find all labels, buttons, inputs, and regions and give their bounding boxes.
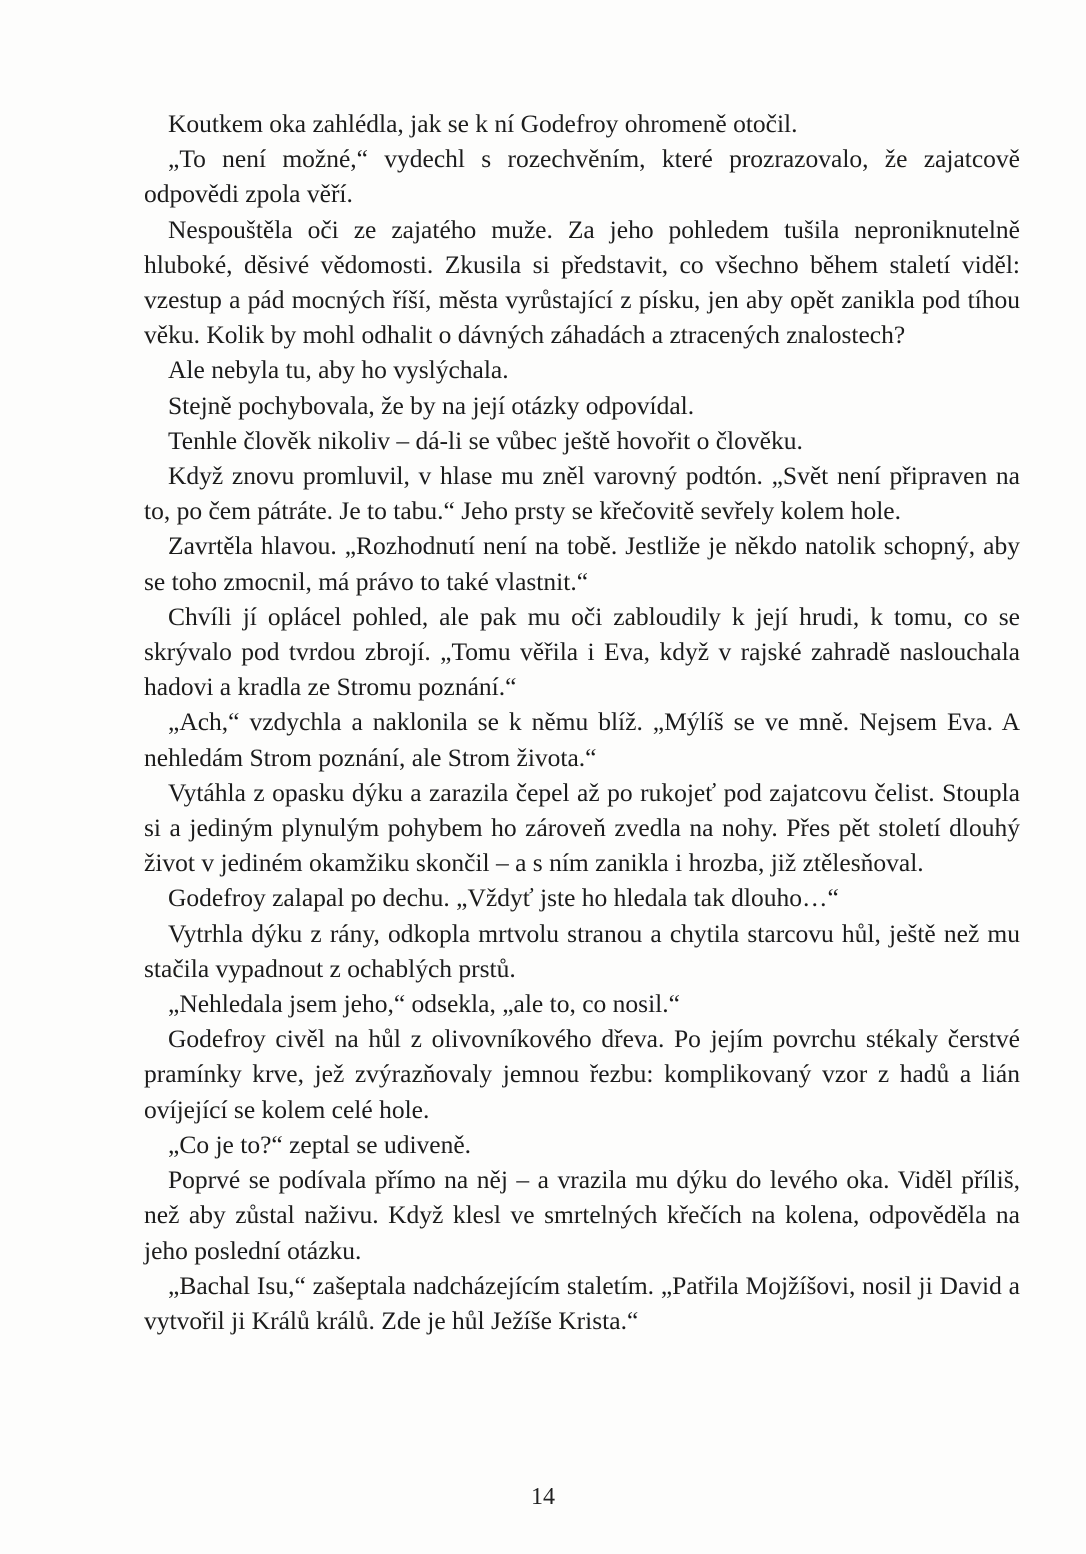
paragraph: Když znovu promluvil, v hlase mu zněl varovný podtón. „Svět není připraven na to, po čem pátráte. Je to tabu.“ Jeho prsty se křečovitě sevřely kolem hole. <box>144 461 1020 526</box>
paragraph: „To není možné,“ vydechl s rozechvěním, které prozrazovalo, že zajatcově odpovědi zpola věří. <box>144 144 1020 209</box>
paragraph: Vytáhla z opasku dýku a zarazila čepel až po rukojeť pod zajatcovu čelist. Stoupla si a jediným plynulým pohybem ho zároveň zvedla na nohy. Přes pět století dlouhý život v jediném okamžiku skončil – a s ním zanikla i hrozba, již ztělesňoval. <box>144 777 1020 878</box>
paragraph: Godefroy zalapal po dechu. „Vždyť jste ho hledala tak dlouho…“ <box>168 883 839 913</box>
paragraph: Tenhle člověk nikoliv – dá-li se vůbec ještě hovořit o člověku. <box>168 425 803 455</box>
paragraph: „Nehledala jsem jeho,“ odsekla, „ale to, co nosil.“ <box>168 989 680 1019</box>
paragraph: Zavrtěla hlavou. „Rozhodnutí není na tobě. Jestliže je někdo natolik schopný, aby se toho zmocnil, má právo to také vlastnit.“ <box>144 531 1020 596</box>
paragraph: Stejně pochybovala, že by na její otázky odpovídal. <box>168 390 695 420</box>
paragraph: Nespouštěla oči ze zajatého muže. Za jeho pohledem tušila neproniknutelně hluboké, děsivé vědomosti. Zkusila si představit, co všechno během staletí viděl: vzestup a pád mocných říší, města vyrůstající z písku, jen aby opět zanikla pod tíhou věku. Kolik by mohl odhalit o dávných záhadách a ztracených znalostech? <box>144 214 1020 350</box>
paragraph: Vytrhla dýku z rány, odkopla mrtvolu stranou a chytila starcovu hůl, ještě než mu stačila vypadnout z ochablých prstů. <box>144 918 1020 983</box>
paragraph: Ale nebyla tu, aby ho vyslýchala. <box>168 355 509 385</box>
paragraph: Chvíli jí oplácel pohled, ale pak mu oči zabloudily k její hrudi, k tomu, co se skrývalo pod tvrdou zbrojí. „Tomu věřila i Eva, když v rajské zahradě naslouchala hadovi a kradla ze Stromu poznání.“ <box>144 601 1020 702</box>
paragraph: Poprvé se podívala přímo na něj – a vrazila mu dýku do levého oka. Viděl příliš, než aby zůstal naživu. Když klesl ve smrtelných křečích na kolena, odpověděla na jeho poslední otázku. <box>144 1165 1020 1265</box>
page-number: 14 <box>531 1484 555 1510</box>
paragraph: Koutkem oka zahlédla, jak se k ní Godefroy ohromeně otočil. <box>168 109 798 138</box>
paragraph: „Co je to?“ zeptal se udiveně. <box>168 1129 472 1159</box>
paragraph: Godefroy civěl na hůl z olivovníkového dřeva. Po jejím povrchu stékaly čerstvé pramínky krve, jež zvýrazňovaly jemnou řezbu: komplikovaný vzor z hadů a lián ovíjející se kolem celé hole. <box>144 1024 1020 1124</box>
paragraph: „Ach,“ vzdychla a naklonila se k němu blíž. „Mýlíš se ve mně. Nejsem Eva. A nehledám Strom poznání, ale Strom života.“ <box>144 707 1020 772</box>
paragraph: „Bachal Isu,“ zašeptala nadcházejícím staletím. „Patřila Mojžíšovi, nosil ji David a vytvořil ji Králů králů. Zde je hůl Ježíše Krista.“ <box>144 1270 1020 1335</box>
body-text <box>144 106 1020 1338</box>
